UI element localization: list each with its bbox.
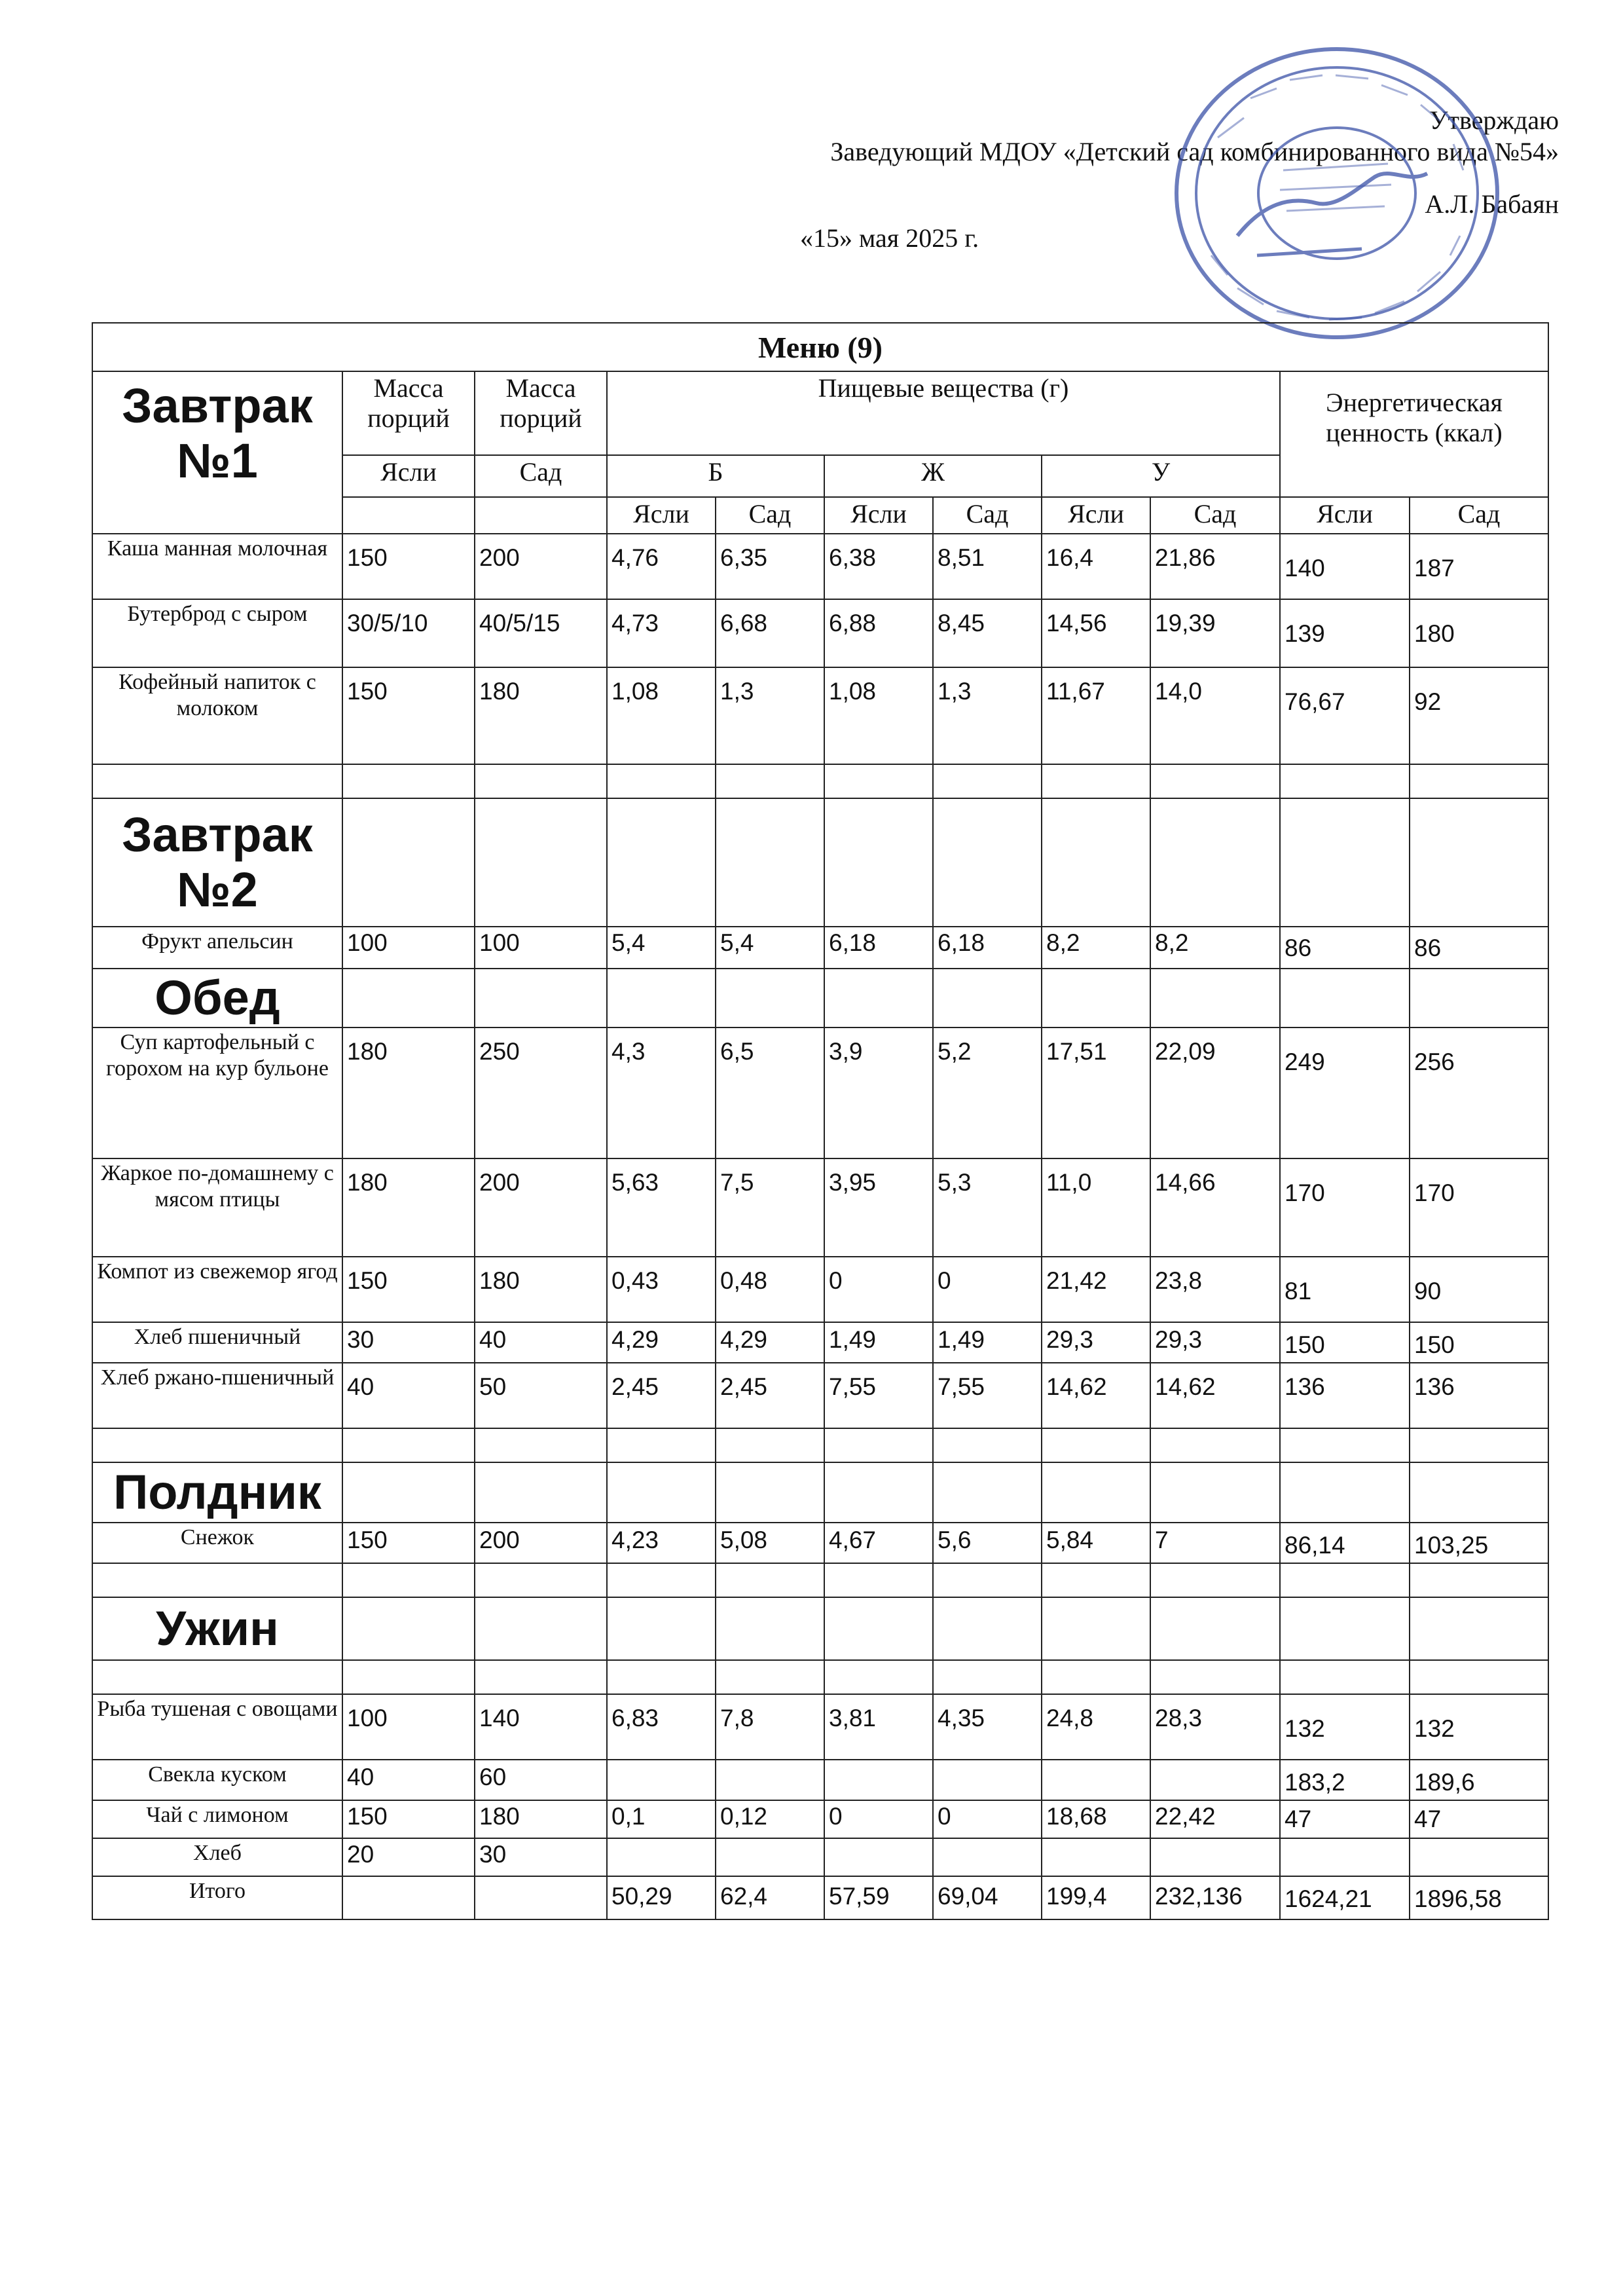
- mass-yasli: 40: [342, 1760, 475, 1800]
- energy-sad: 136: [1410, 1363, 1548, 1428]
- fat-sad: 0: [933, 1800, 1042, 1838]
- total-carbs-yasli: 199,4: [1042, 1876, 1150, 1919]
- carbs-yasli: [1042, 1760, 1150, 1800]
- total-label: Итого: [92, 1876, 342, 1919]
- mass-sad: 50: [475, 1363, 607, 1428]
- empty-row: [92, 764, 1548, 798]
- dish-name: Хлеб: [92, 1838, 342, 1876]
- total-mass-yasli: [342, 1876, 475, 1919]
- mass-sad: 180: [475, 1257, 607, 1322]
- protein-yasli: 0,1: [607, 1800, 716, 1838]
- protein-yasli: 4,29: [607, 1322, 716, 1363]
- energy-sad: 170: [1410, 1158, 1548, 1257]
- signatory-name: А.Л. Бабаян: [1425, 189, 1559, 219]
- table-row: [92, 1694, 1548, 1760]
- approval-date: «15» мая 2025 г.: [800, 223, 979, 253]
- energy-yasli: 170: [1280, 1158, 1410, 1257]
- mass-sad: 250: [475, 1028, 607, 1158]
- dish-name: Каша манная молочная: [92, 534, 342, 599]
- fat-sad: 7,55: [933, 1363, 1042, 1428]
- table-row: [92, 927, 1548, 969]
- carbs-sad: 14,62: [1150, 1363, 1280, 1428]
- energy-sad: [1410, 1838, 1548, 1876]
- carbs-sad: 21,86: [1150, 534, 1280, 599]
- fat-yasli: 1,08: [824, 667, 933, 764]
- carbs-sad: 8,2: [1150, 927, 1280, 969]
- protein-sad: 0,48: [716, 1257, 824, 1322]
- fat-label: Ж: [824, 455, 1042, 497]
- mass-sad-label: Сад: [475, 455, 607, 497]
- protein-sad: 2,45: [716, 1363, 824, 1428]
- carbs-sad: 23,8: [1150, 1257, 1280, 1322]
- mass-sad: 180: [475, 667, 607, 764]
- empty-row: [92, 1660, 1548, 1694]
- total-energy-yasli: 1624,21: [1280, 1876, 1410, 1919]
- total-carbs-sad: 232,136: [1150, 1876, 1280, 1919]
- section-snack: Полдник: [92, 1462, 342, 1523]
- empty-cell: [475, 497, 607, 534]
- col-nutrients-header: Пищевые вещества (г): [607, 371, 1280, 455]
- mass-yasli: 150: [342, 1523, 475, 1563]
- protein-yasli: 4,3: [607, 1028, 716, 1158]
- protein-sad: [716, 1838, 824, 1876]
- total-fat-sad: 69,04: [933, 1876, 1042, 1919]
- energy-sad: 150: [1410, 1322, 1548, 1363]
- fat-sad: 8,51: [933, 534, 1042, 599]
- protein-sad: 0,12: [716, 1800, 824, 1838]
- protein-yasli: 1,08: [607, 667, 716, 764]
- dish-name: Бутерброд с сыром: [92, 599, 342, 667]
- mass-sad: 200: [475, 1158, 607, 1257]
- mass-yasli: 180: [342, 1158, 475, 1257]
- energy-yasli: 132: [1280, 1694, 1410, 1760]
- carbs-yasli: 8,2: [1042, 927, 1150, 969]
- protein-sad: 5,08: [716, 1523, 824, 1563]
- fat-sad: 8,45: [933, 599, 1042, 667]
- energy-yasli: 81: [1280, 1257, 1410, 1322]
- fat-yasli: 0: [824, 1257, 933, 1322]
- carbs-sad: 19,39: [1150, 599, 1280, 667]
- table-row: [92, 1158, 1548, 1257]
- fat-sad: 1,3: [933, 667, 1042, 764]
- fat-sad: 0: [933, 1257, 1042, 1322]
- protein-yasli: [607, 1838, 716, 1876]
- mass-yasli: 150: [342, 667, 475, 764]
- carbs-sad: 22,09: [1150, 1028, 1280, 1158]
- fat-sad: 6,18: [933, 927, 1042, 969]
- section-breakfast-1: Завтрак №1: [92, 371, 342, 534]
- mass-sad: 180: [475, 1800, 607, 1838]
- protein-yasli: 4,23: [607, 1523, 716, 1563]
- header-row-1: [92, 371, 1548, 455]
- empty-cell: [342, 497, 475, 534]
- carbs-sad: 22,42: [1150, 1800, 1280, 1838]
- carbs-sad: 14,66: [1150, 1158, 1280, 1257]
- dish-name: Хлеб ржано-пшеничный: [92, 1363, 342, 1428]
- energy-sad: 187: [1410, 534, 1548, 599]
- carbs-sad: [1150, 1760, 1280, 1800]
- energy-sad: 132: [1410, 1694, 1548, 1760]
- fat-yasli: 1,49: [824, 1322, 933, 1363]
- section-row: [92, 1597, 1548, 1660]
- empty-row: [92, 1563, 1548, 1597]
- dish-name: Рыба тушеная с овощами: [92, 1694, 342, 1760]
- energy-sad: 256: [1410, 1028, 1548, 1158]
- mass-yasli: 100: [342, 927, 475, 969]
- fat-yasli: 6,88: [824, 599, 933, 667]
- protein-yasli: 4,73: [607, 599, 716, 667]
- fat-yasli: [824, 1838, 933, 1876]
- table-row: [92, 1257, 1548, 1322]
- protein-sad: 7,5: [716, 1158, 824, 1257]
- carbs-sad: 14,0: [1150, 667, 1280, 764]
- carbs-yasli: 21,42: [1042, 1257, 1150, 1322]
- table-row: [92, 667, 1548, 764]
- carbs-yasli: 5,84: [1042, 1523, 1150, 1563]
- carbs-yasli: 14,62: [1042, 1363, 1150, 1428]
- protein-sad-label: Сад: [716, 497, 824, 534]
- mass-yasli: 20: [342, 1838, 475, 1876]
- approve-label: Утверждаю: [1429, 105, 1559, 135]
- dish-name: Компот из свежемор ягод: [92, 1257, 342, 1322]
- energy-yasli: 86,14: [1280, 1523, 1410, 1563]
- fat-yasli: 3,81: [824, 1694, 933, 1760]
- fat-yasli: 3,95: [824, 1158, 933, 1257]
- mass-sad: 140: [475, 1694, 607, 1760]
- dish-name: Хлеб пшеничный: [92, 1322, 342, 1363]
- carbs-sad: 29,3: [1150, 1322, 1280, 1363]
- protein-yasli: 2,45: [607, 1363, 716, 1428]
- carbs-yasli-label: Ясли: [1042, 497, 1150, 534]
- fat-sad-label: Сад: [933, 497, 1042, 534]
- energy-yasli: 139: [1280, 599, 1410, 667]
- dish-name: Свекла куском: [92, 1760, 342, 1800]
- mass-sad: 40/5/15: [475, 599, 607, 667]
- fat-yasli: 4,67: [824, 1523, 933, 1563]
- section-lunch: Обед: [92, 969, 342, 1028]
- total-protein-sad: 62,4: [716, 1876, 824, 1919]
- fat-sad: 5,3: [933, 1158, 1042, 1257]
- mass-yasli: 100: [342, 1694, 475, 1760]
- energy-yasli: 150: [1280, 1322, 1410, 1363]
- carbs-yasli: [1042, 1838, 1150, 1876]
- carbs-yasli: 17,51: [1042, 1028, 1150, 1158]
- total-row: [92, 1876, 1548, 1919]
- protein-yasli-label: Ясли: [607, 497, 716, 534]
- energy-yasli: 183,2: [1280, 1760, 1410, 1800]
- mass-yasli: 30: [342, 1322, 475, 1363]
- energy-sad-label: Сад: [1410, 497, 1548, 534]
- mass-sad: 40: [475, 1322, 607, 1363]
- energy-yasli: 47: [1280, 1800, 1410, 1838]
- table-row: [92, 1322, 1548, 1363]
- table-row: [92, 599, 1548, 667]
- dish-name: Снежок: [92, 1523, 342, 1563]
- energy-yasli: 136: [1280, 1363, 1410, 1428]
- position-line: Заведующий МДОУ «Детский сад комбинированного вида №54»: [830, 137, 1559, 166]
- carbs-sad: 28,3: [1150, 1694, 1280, 1760]
- carbs-label: У: [1042, 455, 1280, 497]
- total-energy-sad: 1896,58: [1410, 1876, 1548, 1919]
- dish-name: Фрукт апельсин: [92, 927, 342, 969]
- energy-yasli: 76,67: [1280, 667, 1410, 764]
- section-row: [92, 1462, 1548, 1523]
- energy-yasli: 249: [1280, 1028, 1410, 1158]
- energy-sad: 86: [1410, 927, 1548, 969]
- carbs-yasli: 24,8: [1042, 1694, 1150, 1760]
- protein-yasli: 0,43: [607, 1257, 716, 1322]
- protein-sad: 4,29: [716, 1322, 824, 1363]
- dish-name: Суп картофельный с горохом на кур бульоне: [92, 1028, 342, 1158]
- section-dinner: Ужин: [92, 1597, 342, 1660]
- mass-yasli-label: Ясли: [342, 455, 475, 497]
- section-breakfast-2: Завтрак №2: [92, 798, 342, 927]
- carbs-yasli: 29,3: [1042, 1322, 1150, 1363]
- fat-yasli: 6,18: [824, 927, 933, 969]
- energy-sad: 90: [1410, 1257, 1548, 1322]
- col-mass-yasli-header: Масса порций: [342, 371, 475, 455]
- seal-stamp-icon: [1165, 39, 1512, 347]
- energy-yasli-label: Ясли: [1280, 497, 1410, 534]
- table-title: Меню (9): [92, 323, 1548, 371]
- empty-row: [92, 1428, 1548, 1462]
- carbs-yasli: 11,67: [1042, 667, 1150, 764]
- carbs-yasli: 18,68: [1042, 1800, 1150, 1838]
- protein-yasli: 6,83: [607, 1694, 716, 1760]
- fat-yasli: 6,38: [824, 534, 933, 599]
- protein-yasli: 4,76: [607, 534, 716, 599]
- table-row: [92, 1800, 1548, 1838]
- energy-sad: 180: [1410, 599, 1548, 667]
- mass-sad: 60: [475, 1760, 607, 1800]
- protein-label: Б: [607, 455, 824, 497]
- total-mass-sad: [475, 1876, 607, 1919]
- energy-sad: 92: [1410, 667, 1548, 764]
- section-row: [92, 798, 1548, 927]
- carbs-yasli: 14,56: [1042, 599, 1150, 667]
- protein-yasli: [607, 1760, 716, 1800]
- protein-yasli: 5,4: [607, 927, 716, 969]
- carbs-yasli: 16,4: [1042, 534, 1150, 599]
- mass-sad: 200: [475, 1523, 607, 1563]
- mass-sad: 30: [475, 1838, 607, 1876]
- carbs-yasli: 11,0: [1042, 1158, 1150, 1257]
- fat-sad: 5,6: [933, 1523, 1042, 1563]
- mass-yasli: 150: [342, 1257, 475, 1322]
- protein-yasli: 5,63: [607, 1158, 716, 1257]
- energy-yasli: 86: [1280, 927, 1410, 969]
- protein-sad: 7,8: [716, 1694, 824, 1760]
- energy-yasli: [1280, 1838, 1410, 1876]
- fat-sad: 5,2: [933, 1028, 1042, 1158]
- fat-sad: [933, 1838, 1042, 1876]
- carbs-sad: [1150, 1838, 1280, 1876]
- menu-table: [92, 322, 1549, 1920]
- fat-sad: [933, 1760, 1042, 1800]
- table-row: [92, 1363, 1548, 1428]
- fat-yasli: 0: [824, 1800, 933, 1838]
- energy-sad: 189,6: [1410, 1760, 1548, 1800]
- table-row: [92, 1028, 1548, 1158]
- total-protein-yasli: 50,29: [607, 1876, 716, 1919]
- table-row: [92, 534, 1548, 599]
- fat-sad: 1,49: [933, 1322, 1042, 1363]
- mass-yasli: 150: [342, 534, 475, 599]
- dish-name: Чай с лимоном: [92, 1800, 342, 1838]
- mass-yasli: 30/5/10: [342, 599, 475, 667]
- dish-name: Жаркое по-домашнему с мясом птицы: [92, 1158, 342, 1257]
- dish-name: Кофейный напиток с молоком: [92, 667, 342, 764]
- fat-yasli-label: Ясли: [824, 497, 933, 534]
- protein-sad: 1,3: [716, 667, 824, 764]
- fat-sad: 4,35: [933, 1694, 1042, 1760]
- fat-yasli: 7,55: [824, 1363, 933, 1428]
- protein-sad: 6,68: [716, 599, 824, 667]
- mass-sad: 200: [475, 534, 607, 599]
- protein-sad: 6,35: [716, 534, 824, 599]
- protein-sad: [716, 1760, 824, 1800]
- protein-sad: 5,4: [716, 927, 824, 969]
- energy-yasli: 140: [1280, 534, 1410, 599]
- mass-sad: 100: [475, 927, 607, 969]
- protein-sad: 6,5: [716, 1028, 824, 1158]
- mass-yasli: 150: [342, 1800, 475, 1838]
- fat-yasli: 3,9: [824, 1028, 933, 1158]
- table-title-row: [92, 323, 1548, 371]
- carbs-sad: 7: [1150, 1523, 1280, 1563]
- energy-sad: 103,25: [1410, 1523, 1548, 1563]
- table-row: [92, 1838, 1548, 1876]
- table-row: [92, 1760, 1548, 1800]
- fat-yasli: [824, 1760, 933, 1800]
- mass-yasli: 180: [342, 1028, 475, 1158]
- table-row: [92, 1523, 1548, 1563]
- mass-yasli: 40: [342, 1363, 475, 1428]
- total-fat-yasli: 57,59: [824, 1876, 933, 1919]
- col-energy-header: Энергетическая ценность (ккал): [1280, 371, 1548, 497]
- section-row: [92, 969, 1548, 1028]
- carbs-sad-label: Сад: [1150, 497, 1280, 534]
- energy-sad: 47: [1410, 1800, 1548, 1838]
- col-mass-sad-header: Масса порций: [475, 371, 607, 455]
